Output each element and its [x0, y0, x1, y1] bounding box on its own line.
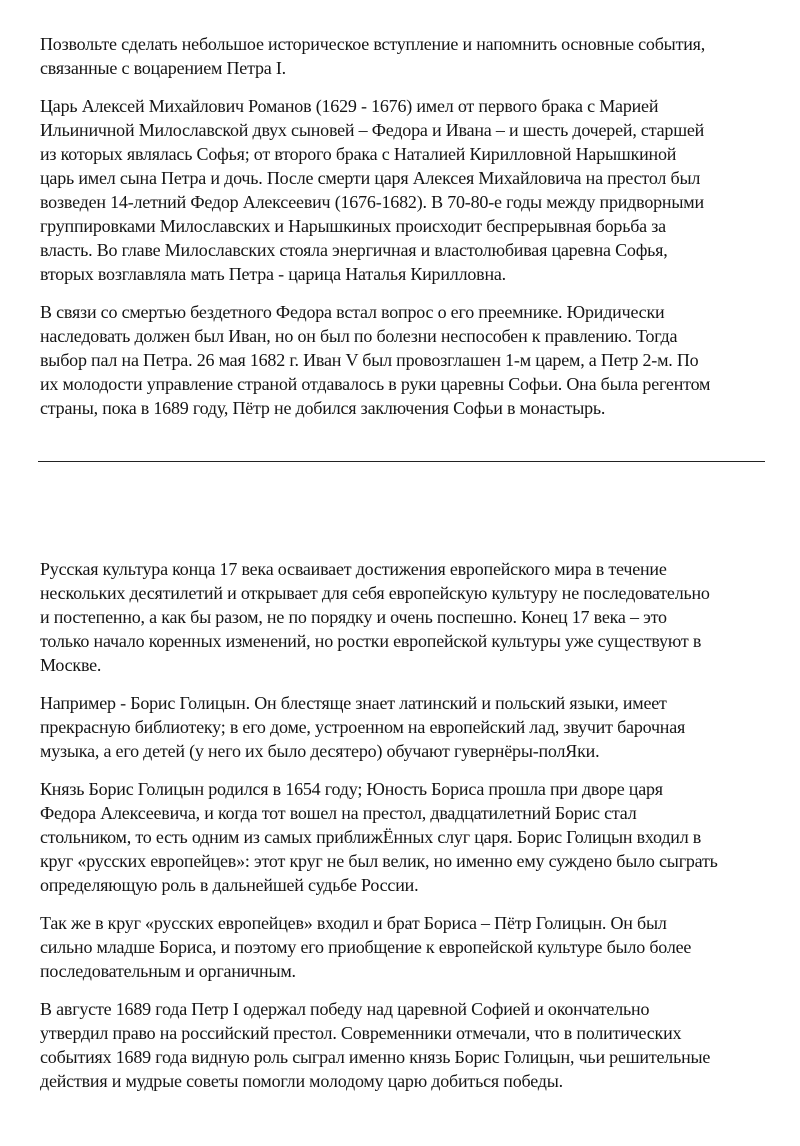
- paragraph-russian-culture: Русская культура конца 17 века осваивает достижения европейского мира в течение нескольких десятилетий и открывает для себя европейскую культуру не последовательно и постепенно, а как бы разом, не по порядку и очень поспешно. Конец 17 века – это только начало коренных изменений, но ростки европейской культуры уже существуют в Москве.: [40, 559, 710, 675]
- paragraph-pyotr-golitsyn: Так же в круг «русских европейцев» входил и брат Бориса – Пётр Голицын. Он был сильно младше Бориса, и поэтому его приобщение к европейской культуре было более последовательным и органичным.: [40, 913, 692, 981]
- paragraph-boris-example: Например - Борис Голицын. Он блестяще знает латинский и польский языки, имеет прекрасную библиотеку; в его доме, устроенном на европейский лад, звучит барочная музыка, а его детей (у него их было десятеро) обучают гувернёры-полЯки.: [40, 693, 686, 761]
- section-divider: [38, 461, 765, 462]
- paragraph-intro: Позвольте сделать небольшое историческое вступление и напомнить основные события, связанные с воцарением Петра I.: [40, 34, 706, 78]
- intro-section: [40, 32, 780, 434]
- culture-section: [40, 557, 780, 1107]
- paragraph-boris-biography: Князь Борис Голицын родился в 1654 году; Юность Бориса прошла при дворе царя Федора Алексеевича, и когда тот вошел на престол, двадцатилетний Борис стал стольником, то есть одним из самых приближЁнных слуг царя. Борис Голицын входил в круг «русских европейцев»: этот круг не был велик, но именно ему суждено было сыграть определяющую роль в дальнейшей судьбе России.: [40, 779, 718, 895]
- paragraph-august-1689: В августе 1689 года Петр I одержал победу над царевной Софией и окончательно утвердил право на российский престол. Современники отмечали, что в политических событиях 1689 года видную роль сыграл именно князь Борис Голицын, чьи решительные действия и мудрые советы помогли молодому царю добиться победы.: [40, 999, 711, 1091]
- paragraph-tsar-alexei: Царь Алексей Михайлович Романов (1629 - 1676) имел от первого брака с Марией Ильиничной Милославской двух сыновей – Федора и Ивана – и шесть дочерей, старшей из которых являлась Софья; от второго брака с Наталией Кирилловной Нарышкиной царь имел сына Петра и дочь. После смерти царя Алексея Михайловича на престол был возведен 14-летний Федор Алексеевич (1676-1682). В 70-80-е годы между придворными группировками Милославских и Нарышкиных происходит беспрерывная борьба за власть. Во главе Милославских стояла энергичная и властолюбивая царевна Софья, вторых возглавляла мать Петра - царица Наталья Кирилловна.: [40, 96, 705, 284]
- paragraph-succession: В связи со смертью бездетного Федора встал вопрос о его преемнике. Юридически наследовать должен был Иван, но он был по болезни неспособен к правлению. Тогда выбор пал на Петра. 26 мая 1682 г. Иван V был провозглашен 1-м царем, а Петр 2-м. По их молодости управление страной отдавалось в руки царевны Софьи. Она была регентом страны, пока в 1689 году, Пётр не добился заключения Софьи в монастырь.: [40, 302, 711, 418]
